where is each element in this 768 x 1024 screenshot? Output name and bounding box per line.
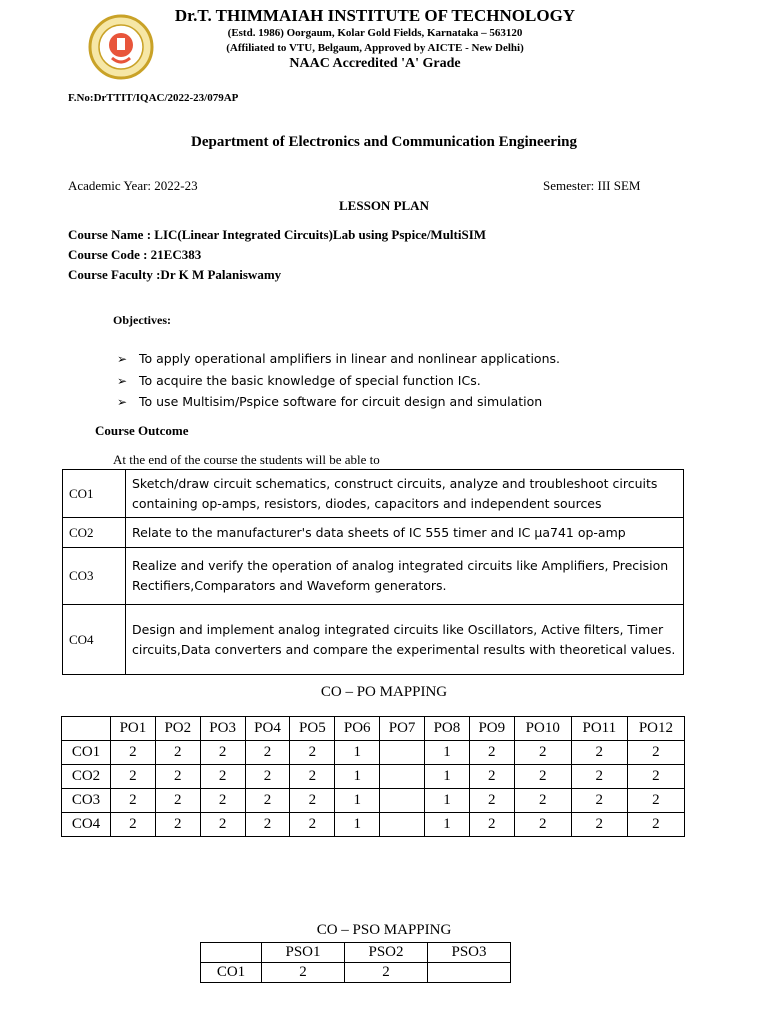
table-cell: 2	[469, 765, 514, 789]
list-item: ➢ To apply operational amplifiers in linear and nonlinear applications.	[117, 348, 560, 370]
table-cell: 2	[627, 789, 684, 813]
co-pso-heading: CO – PSO MAPPING	[316, 922, 452, 938]
co-text: Relate to the manufacturer's data sheets of IC 555 timer and IC µa741 op-amp	[126, 518, 684, 548]
table-row	[62, 765, 685, 789]
table-cell: 1	[425, 741, 470, 765]
course-name: Course Name : LIC(Linear Integrated Circuits)Lab using Pspice/MultiSIM	[68, 227, 487, 242]
course-outcome-heading: Course Outcome	[95, 423, 189, 438]
table-cell: 2	[262, 963, 345, 983]
co-po-heading: CO – PO MAPPING	[320, 684, 448, 700]
academic-year: Academic Year: 2022-23	[68, 178, 198, 193]
row-label: CO1	[201, 963, 262, 983]
table-row	[63, 470, 684, 518]
institute-affiliation: (Affiliated to VTU, Belgaum, Approved by AICTE - New Delhi)	[226, 42, 524, 54]
table-cell	[380, 813, 425, 837]
table-cell: 2	[290, 789, 335, 813]
table-cell: 1	[425, 789, 470, 813]
table-cell: 1	[425, 813, 470, 837]
table-cell: 2	[469, 813, 514, 837]
table-cell	[380, 765, 425, 789]
table-cell: 2	[571, 789, 627, 813]
table-cell: 2	[514, 813, 571, 837]
column-header: PO2	[155, 717, 200, 741]
table-row	[62, 741, 685, 765]
column-header: PSO2	[345, 943, 428, 963]
table-header-row	[62, 717, 685, 741]
table-cell: 2	[571, 813, 627, 837]
table-row	[201, 963, 511, 983]
column-header	[201, 943, 262, 963]
course-outcome-table	[62, 469, 684, 675]
institute-address: (Estd. 1986) Oorgaum, Kolar Gold Fields, Karnataka – 563120	[227, 27, 523, 39]
table-cell: 2	[111, 813, 156, 837]
table-cell: 2	[514, 789, 571, 813]
column-header: PO3	[200, 717, 245, 741]
course-outcome-intro: At the end of the course the students will be able to	[113, 452, 380, 467]
table-cell: 2	[111, 741, 156, 765]
institute-seal-icon	[88, 14, 154, 80]
table-cell: 2	[245, 813, 290, 837]
course-code: Course Code : 21EC383	[68, 247, 202, 262]
table-header-row	[201, 943, 511, 963]
table-cell: 1	[425, 765, 470, 789]
co-text: Realize and verify the operation of analog integrated circuits like Amplifiers, Precision Rectifiers,Comparators and Waveform generators.	[126, 548, 684, 605]
table-cell: 1	[335, 765, 380, 789]
list-item: ➢ To acquire the basic knowledge of special function ICs.	[117, 370, 560, 392]
table-cell: 2	[469, 789, 514, 813]
course-faculty: Course Faculty :Dr K M Palaniswamy	[68, 267, 282, 282]
table-cell: 2	[514, 741, 571, 765]
table-cell: 2	[571, 765, 627, 789]
co-id: CO4	[63, 605, 126, 675]
column-header: PO6	[335, 717, 380, 741]
table-row	[62, 813, 685, 837]
department-title: Department of Electronics and Communication Engineering	[191, 134, 577, 150]
table-cell: 2	[245, 741, 290, 765]
lesson-plan-title: LESSON PLAN	[339, 198, 429, 213]
table-cell: 1	[335, 789, 380, 813]
table-row	[63, 548, 684, 605]
table-row	[62, 789, 685, 813]
arrow-bullet-icon: ➢	[117, 395, 128, 409]
co-id: CO3	[63, 548, 126, 605]
column-header: PO4	[245, 717, 290, 741]
column-header: PSO3	[428, 943, 511, 963]
table-cell: 2	[514, 765, 571, 789]
table-cell: 2	[627, 813, 684, 837]
column-header: PO11	[571, 717, 627, 741]
table-cell	[380, 789, 425, 813]
table-cell: 2	[290, 741, 335, 765]
co-id: CO2	[63, 518, 126, 548]
table-cell: 2	[155, 813, 200, 837]
semester: Semester: III SEM	[543, 178, 641, 193]
co-text: Sketch/draw circuit schematics, construct circuits, analyze and troubleshoot circuits containing op-amps, resistors, diodes, capacitors and independent sources	[126, 470, 684, 518]
table-cell: 2	[245, 789, 290, 813]
table-row	[63, 605, 684, 675]
column-header: PSO1	[262, 943, 345, 963]
arrow-bullet-icon: ➢	[117, 373, 128, 388]
table-cell	[380, 741, 425, 765]
objectives-heading: Objectives:	[113, 313, 171, 327]
table-cell: 2	[200, 741, 245, 765]
column-header: PO10	[514, 717, 571, 741]
table-cell: 1	[335, 741, 380, 765]
table-cell: 2	[155, 741, 200, 765]
column-header: PO8	[425, 717, 470, 741]
row-label: CO2	[62, 765, 111, 789]
table-cell: 2	[627, 765, 684, 789]
naac-accreditation: NAAC Accredited 'A' Grade	[289, 56, 461, 71]
arrow-bullet-icon: ➢	[117, 352, 128, 366]
table-cell: 2	[627, 741, 684, 765]
table-cell: 2	[245, 765, 290, 789]
table-row	[63, 518, 684, 548]
column-header: PO7	[380, 717, 425, 741]
table-cell: 2	[469, 741, 514, 765]
column-header: PO12	[627, 717, 684, 741]
row-label: CO1	[62, 741, 111, 765]
co-text: Design and implement analog integrated circuits like Oscillators, Active filters, Timer circuits,Data converters and compare the experimental results with theoretical values.	[126, 605, 684, 675]
table-cell: 2	[155, 765, 200, 789]
table-cell	[428, 963, 511, 983]
objectives-list	[117, 348, 560, 413]
table-cell: 2	[111, 765, 156, 789]
table-cell: 2	[200, 813, 245, 837]
table-cell: 2	[345, 963, 428, 983]
row-label: CO4	[62, 813, 111, 837]
column-header: PO5	[290, 717, 335, 741]
list-item: ➢ To use Multisim/Pspice software for circuit design and simulation	[117, 391, 560, 413]
table-cell: 2	[155, 789, 200, 813]
co-id: CO1	[63, 470, 126, 518]
co-po-table	[61, 716, 685, 837]
column-header	[62, 717, 111, 741]
file-number: F.No:DrTTIT/IQAC/2022-23/079AP	[68, 92, 239, 104]
institute-name: Dr.T. THIMMAIAH INSTITUTE OF TECHNOLOGY	[174, 6, 576, 25]
table-cell: 2	[111, 789, 156, 813]
table-cell: 2	[200, 765, 245, 789]
table-cell: 2	[290, 813, 335, 837]
table-cell: 2	[290, 765, 335, 789]
column-header: PO9	[469, 717, 514, 741]
co-pso-table	[200, 942, 511, 983]
column-header: PO1	[111, 717, 156, 741]
row-label: CO3	[62, 789, 111, 813]
table-cell: 1	[335, 813, 380, 837]
table-cell: 2	[571, 741, 627, 765]
table-cell: 2	[200, 789, 245, 813]
